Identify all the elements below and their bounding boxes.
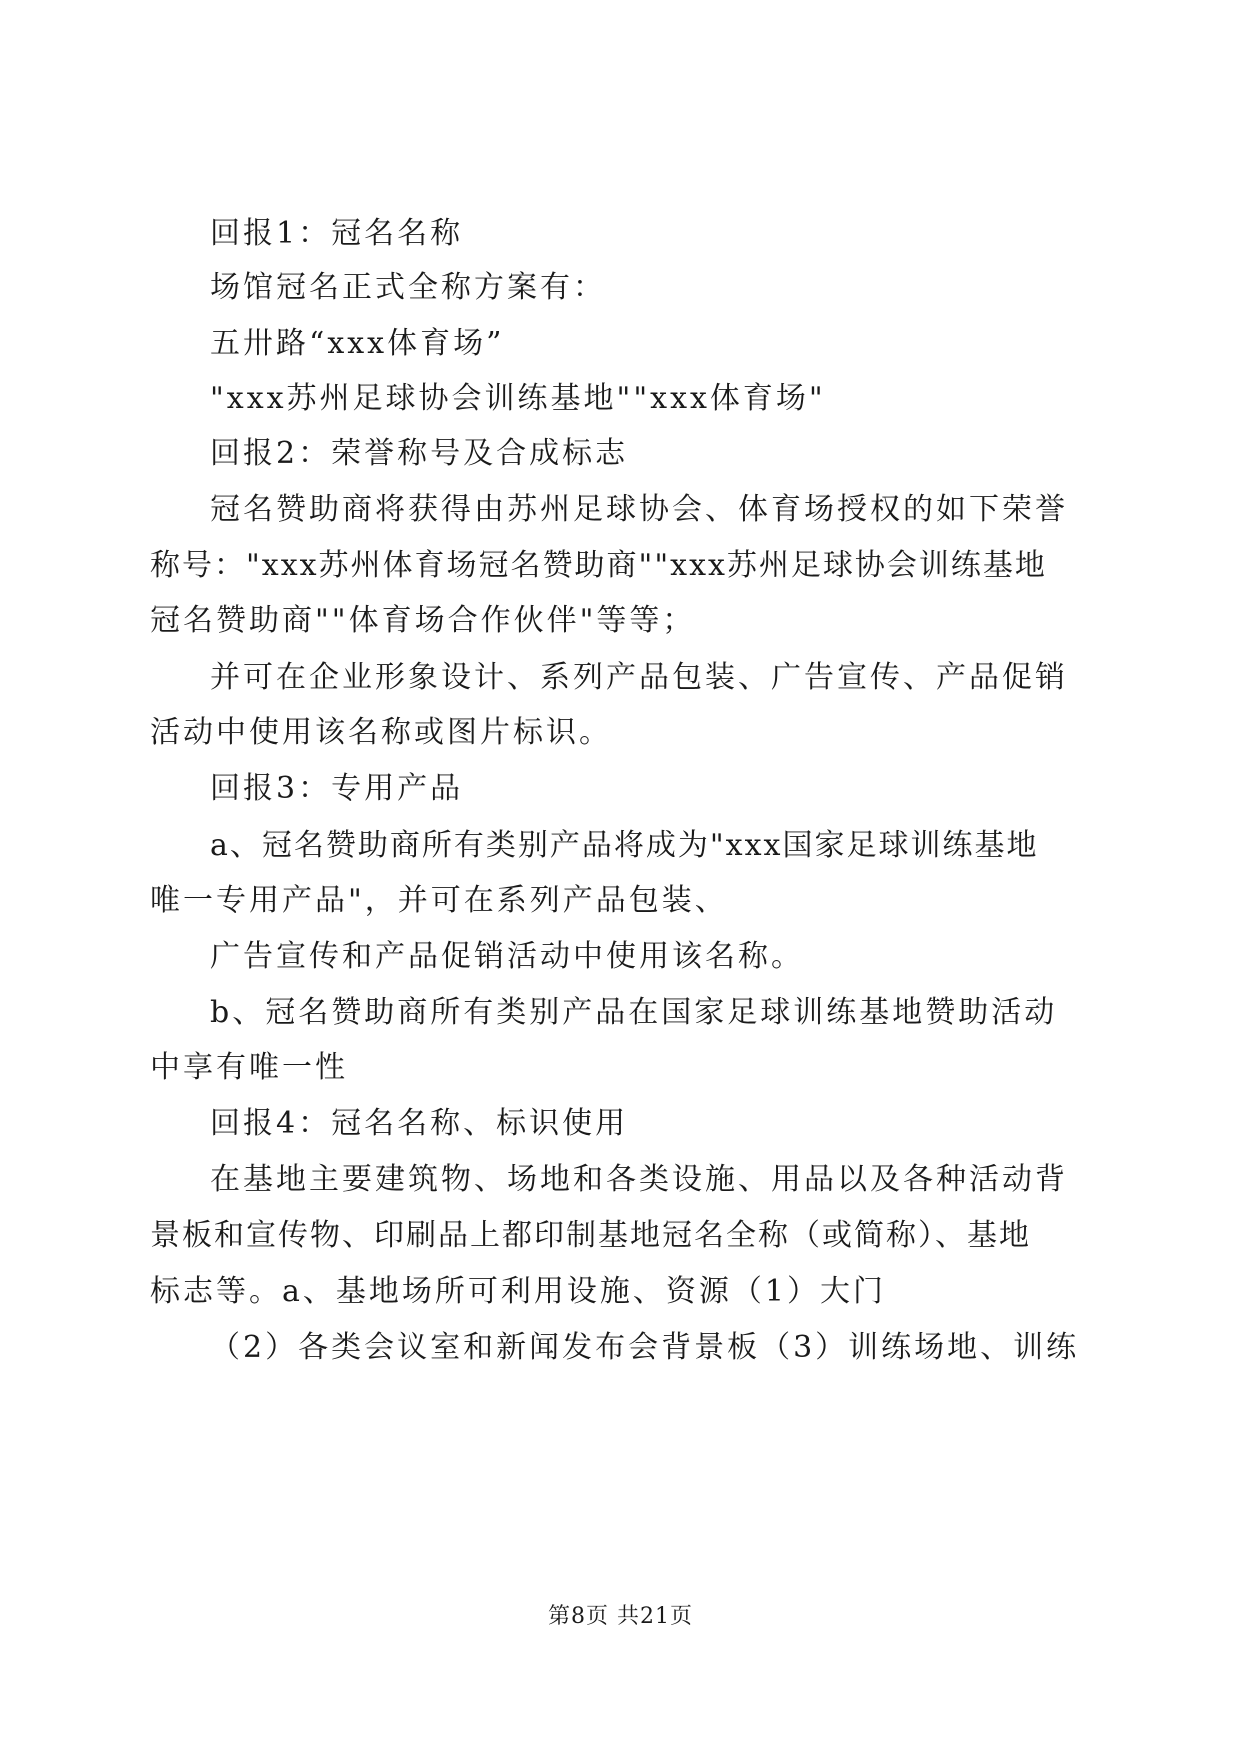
- text-line: "xxx苏州足球协会训练基地""xxx体育场": [210, 381, 826, 416]
- text-line: （2）各类会议室和新闻发布会背景板（3）训练场地、训练: [210, 1330, 1080, 1365]
- text-line: 冠名赞助商""体育场合作伙伴"等等；: [150, 603, 696, 638]
- text-line: 称号："xxx苏州体育场冠名赞助商""xxx苏州足球协会训练基地: [150, 548, 1047, 583]
- text-line: a、冠名赞助商所有类别产品将成为"xxx国家足球训练基地: [210, 828, 1039, 863]
- text-line: 场馆冠名正式全称方案有：: [210, 270, 606, 305]
- text-line: 并可在企业形象设计、系列产品包装、广告宣传、产品促销: [210, 660, 1068, 695]
- text-line: 回报4：冠名名称、标识使用: [210, 1106, 629, 1141]
- text-line: 回报2：荣誉称号及合成标志: [210, 436, 629, 471]
- text-line: 标志等。a、基地场所可利用设施、资源（1）大门: [150, 1274, 886, 1309]
- text-line: 唯一专用产品"，并可在系列产品包装、: [150, 883, 728, 918]
- text-line: 回报3：专用产品: [210, 771, 464, 806]
- text-line: 广告宣传和产品促销活动中使用该名称。: [210, 939, 804, 974]
- text-line: 中享有唯一性: [150, 1050, 348, 1085]
- text-line: 回报1：冠名名称: [210, 216, 464, 251]
- text-line: 五卅路“xxx体育场”: [210, 326, 505, 361]
- text-line: 冠名赞助商将获得由苏州足球协会、体育场授权的如下荣誉: [210, 492, 1068, 527]
- text-line: 活动中使用该名称或图片标识。: [150, 715, 612, 750]
- text-line: 景板和宣传物、印刷品上都印制基地冠名全称（或简称）、基地: [150, 1218, 1031, 1253]
- text-line: 在基地主要建筑物、场地和各类设施、用品以及各种活动背: [210, 1162, 1068, 1197]
- page-number: 第8页 共21页: [548, 1604, 693, 1629]
- text-line: b、冠名赞助商所有类别产品在国家足球训练基地赞助活动: [210, 995, 1058, 1030]
